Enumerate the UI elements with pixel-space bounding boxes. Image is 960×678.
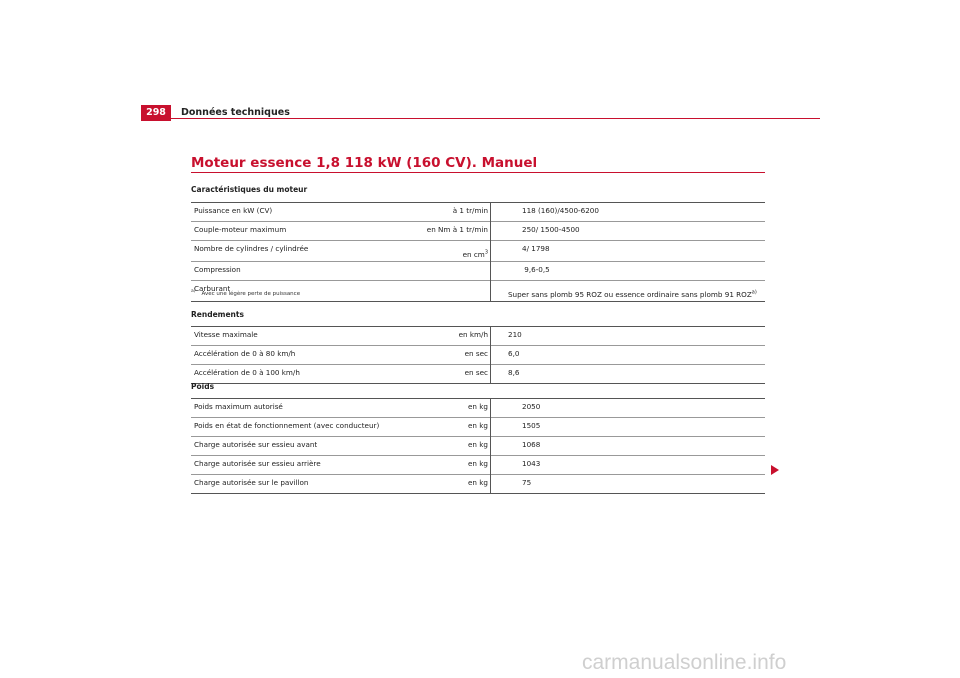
row-unit — [405, 262, 491, 281]
row-unit: en sec — [405, 346, 491, 365]
section-rule — [191, 172, 765, 173]
row-unit: en kg — [405, 475, 491, 494]
page-header — [141, 105, 820, 121]
row-label: Charge autorisée sur essieu arrière — [194, 459, 321, 468]
row-label: Accélération de 0 à 80 km/h — [194, 349, 296, 358]
footnote-text: Avec une légère perte de puissance — [201, 290, 301, 297]
table-row — [191, 262, 765, 281]
row-label: Charge autorisée sur essieu avant — [194, 440, 318, 449]
header-rule — [171, 118, 820, 119]
table-row — [191, 241, 765, 262]
row-unit: en kg — [405, 437, 491, 456]
table-row — [191, 222, 765, 241]
table-row — [191, 456, 765, 475]
row-label: Accélération de 0 à 100 km/h — [194, 368, 300, 377]
row-value: 1505 — [522, 421, 541, 430]
row-value: 4/ 1798 — [522, 244, 550, 253]
row-value: 1043 — [522, 459, 541, 468]
performance-heading: Rendements — [191, 310, 244, 319]
table-row — [191, 346, 765, 365]
row-value — [491, 281, 766, 302]
table-row — [191, 437, 765, 456]
row-label: Puissance en kW (CV) — [194, 206, 273, 215]
row-unit: en Nm à 1 tr/min — [405, 222, 491, 241]
row-value: 1068 — [522, 440, 541, 449]
row-unit: en kg — [405, 399, 491, 418]
row-label: Charge autorisée sur le pavillon — [194, 478, 309, 487]
engine-table — [191, 202, 765, 302]
row-unit: en sec — [405, 365, 491, 384]
row-label: Couple-moteur maximum — [194, 225, 287, 234]
table-row — [191, 418, 765, 437]
row-unit: en kg — [405, 456, 491, 475]
row-unit: en km/h — [405, 327, 491, 346]
row-value: 75 — [522, 478, 532, 487]
row-label: Vitesse maximale — [194, 330, 258, 339]
row-label: Carburant — [194, 284, 231, 293]
footnote — [191, 289, 300, 297]
row-unit: à 1 tr/min — [405, 203, 491, 222]
row-value: 2050 — [522, 402, 541, 411]
row-label: Poids en état de fonctionnement (avec conducteur) — [194, 421, 380, 430]
next-page-arrow-icon — [771, 465, 779, 475]
table-row — [191, 365, 765, 384]
row-label: Compression — [194, 265, 241, 274]
page-number: 298 — [141, 105, 171, 121]
table-row — [191, 327, 765, 346]
unit-text: en cm — [462, 250, 485, 259]
row-value: 210 — [508, 330, 522, 339]
value-superscript: a) — [751, 289, 757, 296]
row-label: Poids maximum autorisé — [194, 402, 283, 411]
weights-table — [191, 398, 765, 494]
row-unit — [405, 241, 491, 262]
row-value: 250/ 1500-4500 — [522, 225, 580, 234]
unit-superscript: 3 — [484, 249, 488, 256]
row-value: 118 (160)/4500-6200 — [522, 206, 599, 215]
table-row — [191, 399, 765, 418]
performance-table — [191, 326, 765, 384]
row-value: 6,0 — [508, 349, 520, 358]
row-unit: en kg — [405, 418, 491, 437]
page-header-title: Données techniques — [181, 107, 290, 118]
row-value: 9,6-0,5 — [522, 265, 550, 274]
table-row — [191, 475, 765, 494]
table-row — [191, 203, 765, 222]
row-label: Nombre de cylindres / cylindrée — [194, 244, 309, 253]
row-unit — [405, 281, 491, 302]
row-value: 8,6 — [508, 368, 520, 377]
value-text: Super sans plomb 95 ROZ ou essence ordinaire sans plomb 91 ROZ — [508, 290, 752, 299]
section-title: Moteur essence 1,8 118 kW (160 CV). Manuel — [191, 155, 538, 171]
weights-heading: Poids — [191, 382, 215, 391]
engine-heading: Caractéristiques du moteur — [191, 185, 308, 194]
watermark: carmanualsonline.info — [582, 651, 787, 674]
footnote-mark: a) — [191, 289, 196, 294]
